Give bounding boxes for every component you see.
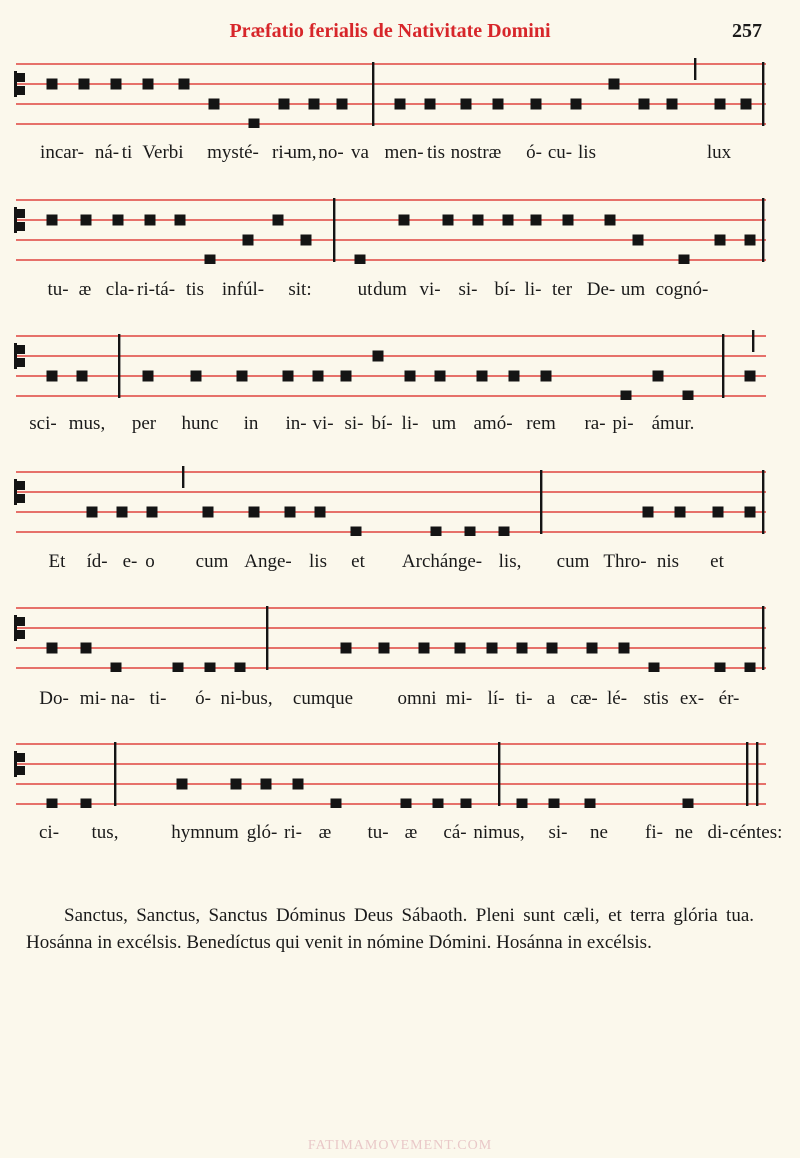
lyric-syllable: vi- <box>312 413 334 434</box>
lyric-syllable: mi- <box>79 688 107 709</box>
lyric-syllable: nis <box>656 551 680 572</box>
chant-note <box>373 351 384 362</box>
bar-line <box>266 606 268 670</box>
staff <box>0 330 800 400</box>
chant-note <box>461 799 472 809</box>
chant-note <box>341 371 352 382</box>
chant-note <box>237 371 248 382</box>
chant-note <box>639 99 650 110</box>
chant-note <box>47 371 58 382</box>
bar-line <box>372 62 374 126</box>
bar-line <box>762 606 764 670</box>
chant-note <box>379 643 390 654</box>
lyric-syllable: dum <box>373 279 407 300</box>
bar-line <box>746 742 748 806</box>
lyric-syllable: a <box>546 688 556 709</box>
chant-note <box>713 507 724 518</box>
chant-note <box>609 79 620 90</box>
bar-line <box>762 470 764 534</box>
chant-note <box>191 371 202 382</box>
lyric-syllable: lí- <box>487 688 505 709</box>
lyric-syllable: hymnum <box>171 822 239 843</box>
chant-note <box>531 215 542 226</box>
lyric-syllable: lux <box>706 142 732 163</box>
chant-note <box>203 507 214 518</box>
lyric-syllable: Thro- <box>603 551 647 572</box>
lyric-syllable: ri- <box>137 279 155 300</box>
chant-note <box>653 371 664 382</box>
lyric-line <box>0 413 800 437</box>
lyric-syllable: in <box>243 413 259 434</box>
chant-note <box>77 371 88 382</box>
lyric-syllable: ér- <box>718 688 740 709</box>
chant-note <box>331 799 342 809</box>
chant-note <box>81 215 92 226</box>
chant-note <box>81 799 92 809</box>
lyric-syllable: ri- <box>272 142 290 163</box>
lyric-syllable: íd- <box>86 551 108 572</box>
chant-note <box>517 643 528 654</box>
quarter-bar <box>182 466 184 488</box>
chant-note <box>293 779 304 790</box>
lyric-syllable: mi- <box>445 688 473 709</box>
lyric-syllable: ti- <box>149 688 167 709</box>
lyric-syllable: in- <box>285 413 307 434</box>
lyric-syllable: tu- <box>367 822 389 843</box>
lyric-syllable: cum <box>195 551 229 572</box>
bar-line <box>762 62 764 126</box>
bar-line <box>333 198 335 262</box>
lyric-syllable: amó- <box>473 413 513 434</box>
lyric-syllable: tus, <box>91 822 119 843</box>
lyric-syllable: nostræ <box>450 142 502 163</box>
chant-note <box>47 79 58 90</box>
lyric-syllable: cá- <box>443 822 467 843</box>
chant-note <box>143 79 154 90</box>
lyric-syllable: fi- <box>645 822 663 843</box>
chant-note <box>179 79 190 90</box>
lyric-syllable: et <box>351 551 365 572</box>
chant-note <box>633 235 644 246</box>
chant-note <box>585 799 596 809</box>
lyric-syllable: hunc <box>181 413 219 434</box>
sanctus-paragraph: Sanctus, Sanctus, Sanctus Dóminus Deus Sábaoth. Pleni sunt cæli, et terra glória tua. Hosánna in excélsis. Benedíctus qui venit in nómine Dómini. Hosánna in excélsis. <box>26 905 754 953</box>
lyric-syllable: ti- <box>515 688 533 709</box>
chant-note <box>431 527 442 537</box>
lyric-line <box>0 142 800 166</box>
chant-note <box>249 119 260 129</box>
lyric-syllable: va <box>351 142 369 163</box>
lyric-syllable: Et <box>48 551 66 572</box>
chant-note <box>301 235 312 246</box>
chant-note <box>147 507 158 518</box>
lyric-syllable: men- <box>384 142 424 163</box>
chant-note <box>205 663 216 673</box>
lyric-syllable: no- <box>318 142 344 163</box>
chant-note <box>175 215 186 226</box>
lyric-syllable: ex- <box>679 688 705 709</box>
chant-note <box>745 507 756 518</box>
chant-note <box>145 215 156 226</box>
chant-note <box>715 235 726 246</box>
lyric-syllable: tis <box>427 142 445 163</box>
lyric-syllable: cæ- <box>570 688 598 709</box>
bar-line <box>118 334 120 398</box>
chant-note <box>563 215 574 226</box>
lyric-syllable: mus, <box>68 413 106 434</box>
lyric-syllable: cum <box>556 551 590 572</box>
lyric-syllable: ne <box>590 822 608 843</box>
lyric-syllable: sit: <box>288 279 312 300</box>
chant-note <box>465 527 476 537</box>
chant-note <box>111 663 122 673</box>
chant-note <box>143 371 154 382</box>
staff <box>0 466 800 536</box>
lyric-syllable: o <box>145 551 155 572</box>
chant-note <box>667 99 678 110</box>
chant-note <box>419 643 430 654</box>
lyric-syllable: lis <box>578 142 596 163</box>
lyric-syllable: Do- <box>39 688 69 709</box>
chant-note <box>675 507 686 518</box>
lyric-syllable: cla- <box>105 279 135 300</box>
lyric-syllable: e- <box>122 551 138 572</box>
lyric-syllable: vi- <box>419 279 441 300</box>
chant-note <box>605 215 616 226</box>
chant-note <box>433 799 444 809</box>
chant-note <box>315 507 326 518</box>
lyric-syllable: li- <box>401 413 419 434</box>
lyric-syllable: tu- <box>47 279 69 300</box>
lyric-syllable: um <box>431 413 457 434</box>
lyric-syllable: ná- <box>94 142 120 163</box>
bar-line <box>114 742 116 806</box>
lyric-syllable: lis <box>309 551 327 572</box>
quarter-bar <box>752 330 754 352</box>
staff <box>0 58 800 128</box>
lyric-syllable: mysté- <box>207 142 259 163</box>
chant-note <box>547 643 558 654</box>
lyric-syllable: æ <box>404 822 418 843</box>
lyric-syllable: De- <box>586 279 616 300</box>
watermark: FATIMAMOVEMENT.COM <box>307 1138 493 1153</box>
chant-note <box>173 663 184 673</box>
chant-note <box>283 371 294 382</box>
chant-note <box>503 215 514 226</box>
chant-note <box>249 507 260 518</box>
chant-note <box>571 99 582 110</box>
chant-note <box>395 99 406 110</box>
lyric-syllable: ri- <box>284 822 302 843</box>
chant-note <box>425 99 436 110</box>
lyric-syllable: infúl- <box>221 279 265 300</box>
chant-note <box>461 99 472 110</box>
lyric-syllable: nimus, <box>473 822 525 843</box>
chant-note <box>745 663 756 673</box>
chant-note <box>341 643 352 654</box>
lyric-syllable: tá- <box>154 279 176 300</box>
chant-note <box>401 799 412 809</box>
chant-note <box>477 371 488 382</box>
chant-note <box>715 99 726 110</box>
lyric-syllable: rem <box>526 413 556 434</box>
chant-note <box>621 391 632 401</box>
lyric-syllable: bí- <box>494 279 516 300</box>
chant-note <box>177 779 188 790</box>
chant-note <box>285 507 296 518</box>
system-6 <box>0 738 800 850</box>
lyric-syllable: æ <box>318 822 332 843</box>
chant-note <box>455 643 466 654</box>
lyric-syllable: lé- <box>606 688 628 709</box>
lyric-syllable: cu- <box>547 142 573 163</box>
chant-note <box>399 215 410 226</box>
lyric-line <box>0 279 800 303</box>
lyric-line <box>0 822 800 846</box>
chant-note <box>487 643 498 654</box>
chant-note <box>531 99 542 110</box>
chant-note <box>87 507 98 518</box>
lyric-syllable: si- <box>344 413 364 434</box>
lyric-syllable: ni- <box>220 688 242 709</box>
chant-note <box>273 215 284 226</box>
lyric-syllable: Ange- <box>244 551 292 572</box>
lyric-syllable: tis <box>186 279 204 300</box>
system-3 <box>0 330 800 441</box>
chant-note <box>499 527 510 537</box>
staff <box>0 738 800 808</box>
chant-note <box>745 371 756 382</box>
chant-note <box>243 235 254 246</box>
chant-note <box>355 255 366 265</box>
lyric-syllable: um <box>620 279 646 300</box>
lyric-syllable: æ <box>78 279 92 300</box>
chant-note <box>493 99 504 110</box>
lyric-syllable: céntes: <box>729 822 783 843</box>
chant-note <box>405 371 416 382</box>
staff <box>0 194 800 264</box>
system-1 <box>0 58 800 170</box>
lyric-syllable: ra- <box>584 413 606 434</box>
chant-note <box>549 799 560 809</box>
lyric-syllable: incar- <box>40 142 84 163</box>
chant-note <box>517 799 528 809</box>
chant-note <box>309 99 320 110</box>
chant-note <box>649 663 660 673</box>
lyric-syllable: ci- <box>38 822 60 843</box>
chant-note <box>337 99 348 110</box>
lyric-syllable: na- <box>110 688 136 709</box>
chant-note <box>643 507 654 518</box>
chant-note <box>509 371 520 382</box>
chant-note <box>205 255 216 265</box>
system-4 <box>0 466 800 579</box>
chant-note <box>313 371 324 382</box>
chant-note <box>745 235 756 246</box>
system-5 <box>0 602 800 716</box>
chant-note <box>209 99 220 110</box>
chant-note <box>683 799 694 809</box>
lyric-syllable: bus, <box>241 688 273 709</box>
lyric-syllable: per <box>131 413 157 434</box>
lyric-syllable: ut <box>357 279 373 300</box>
bar-line <box>540 470 542 534</box>
lyric-syllable: sci- <box>29 413 57 434</box>
chant-note <box>715 663 726 673</box>
chant-note <box>47 643 58 654</box>
chant-note <box>679 255 690 265</box>
bar-line <box>498 742 500 806</box>
chant-note <box>47 215 58 226</box>
chant-note <box>113 215 124 226</box>
lyric-syllable: gló- <box>246 822 278 843</box>
lyric-syllable: si- <box>548 822 568 843</box>
chant-note <box>443 215 454 226</box>
chant-note <box>279 99 290 110</box>
page-number: 257 <box>732 20 762 42</box>
chant-note <box>741 99 752 110</box>
lyric-syllable: stis <box>643 688 669 709</box>
system-2 <box>0 194 800 307</box>
lyric-syllable: cumque <box>292 688 354 709</box>
chant-note <box>351 527 362 537</box>
lyric-syllable: ó- <box>195 688 211 709</box>
chant-note <box>683 391 694 401</box>
lyric-syllable: ti <box>121 142 133 163</box>
lyric-syllable: di- <box>707 822 729 843</box>
lyric-syllable: ámur. <box>651 413 695 434</box>
lyric-syllable: Archánge- <box>401 551 483 572</box>
bar-line <box>756 742 758 806</box>
lyric-syllable: ter <box>551 279 573 300</box>
lyric-syllable: si- <box>458 279 478 300</box>
quarter-bar <box>694 58 696 80</box>
lyric-syllable: omni <box>397 688 437 709</box>
lyric-syllable: ne <box>675 822 693 843</box>
lyric-syllable: um, <box>287 142 317 163</box>
chant-note <box>261 779 272 790</box>
chant-note <box>619 643 630 654</box>
chant-note <box>435 371 446 382</box>
lyric-syllable: et <box>710 551 724 572</box>
chant-note <box>587 643 598 654</box>
chant-note <box>47 799 58 809</box>
chant-note <box>231 779 242 790</box>
chant-note <box>235 663 246 673</box>
bar-line <box>762 198 764 262</box>
lyric-syllable: ó- <box>526 142 542 163</box>
chant-note <box>79 79 90 90</box>
staff <box>0 602 800 672</box>
chant-note <box>111 79 122 90</box>
chant-note <box>541 371 552 382</box>
lyric-line <box>0 688 800 712</box>
lyric-syllable: Verbi <box>142 142 184 163</box>
lyric-syllable: cognó- <box>655 279 709 300</box>
lyric-syllable: bí- <box>371 413 393 434</box>
lyric-line <box>0 551 800 575</box>
chant-note <box>117 507 128 518</box>
chant-note <box>81 643 92 654</box>
sanctus-text <box>26 902 754 956</box>
bar-line <box>722 334 724 398</box>
lyric-syllable: lis, <box>498 551 522 572</box>
lyric-syllable: li- <box>524 279 542 300</box>
lyric-syllable: pi- <box>612 413 634 434</box>
chant-note <box>473 215 484 226</box>
page-title: Præfatio ferialis de Nativitate Domini <box>229 20 551 42</box>
